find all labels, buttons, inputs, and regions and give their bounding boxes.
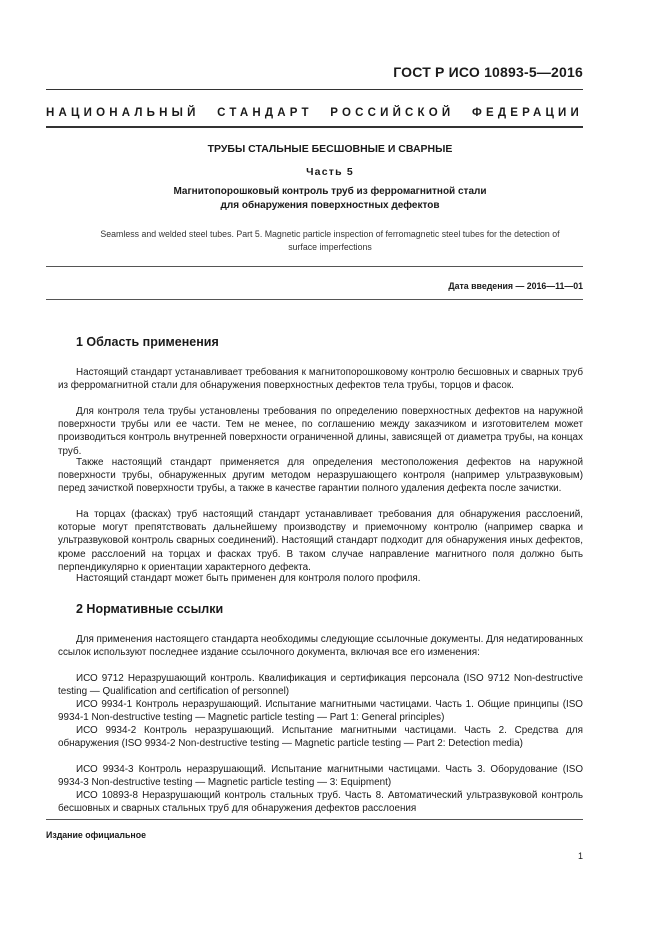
reference-item: ИСО 9934-1 Контроль неразрушающий. Испытание магнитными частицами. Часть 1. Общие принципы (ISO 9934-1 Non-destructive testing — Magnetic particle testing — Part 1: General principles) [58,699,583,724]
title-divider [46,266,583,267]
section-2-heading: 2 Нормативные ссылки [76,602,224,616]
reference-item: ИСО 9934-2 Контроль неразрушающий. Испытание магнитными частицами. Часть 2. Средства для обнаружения (ISO 9934-2 Non-destructive testing — Magnetic particle testing — Part 2: Detection media) [58,725,583,750]
introduction-date: Дата введения — 2016—11—01 [448,281,583,291]
page-number: 1 [577,851,583,861]
reference-item: ИСО 9712 Неразрушающий контроль. Квалификация и сертификация персонала (ISO 9712 Non-destructive testing — Qualification and certification of personnel) [58,673,583,698]
standard-number: ГОСТ Р ИСО 10893-5—2016 [393,64,583,80]
section-1-paragraph: Для контроля тела трубы установлены требования по определению поверхностных дефектов на наружной поверхности трубы или ее части. Тем не менее, по соглашению между заказчиком и изготовителем может производиться контроль внутренней поверхности ограниченной длины, зависящей от диаметра трубы, на концах труб. [58,406,583,457]
banner-rule [46,126,583,128]
official-edition-label: Издание официальное [46,830,146,840]
english-title-line2: surface imperfections [288,242,372,252]
document-subtitle-line1: Магнитопорошковый контроль труб из ферромагнитной стали [173,186,487,197]
section-1-paragraph: Настоящий стандарт может быть применен для контроля полого профиля. [76,573,421,584]
english-title-line1: Seamless and welded steel tubes. Part 5. Magnetic particle inspection of ferromagnetic steel tubes for the detection of [100,229,560,239]
reference-item: ИСО 10893-8 Неразрушающий контроль стальных труб. Часть 8. Автоматический ультразвуковой контроль бесшовных и сварных стальных труб для обнаружения дефектов расслоения [58,790,583,815]
section-1-paragraph: На торцах (фасках) труб настоящий стандарт устанавливает требования для обнаружения расслоений, которые могут препятствовать дальнейшему производству и приемочному контролю (например сварка и ультразвуковой контроль сварных соединений). Настоящий стандарт подходит для обнаружения иных дефектов, кроме расслоений на торцах и фасках труб. В таком случае направление магнитного поля должно быть перпендикулярно к ориентации характерного дефекта. [58,509,583,573]
document-subtitle-line2: для обнаружения поверхностных дефектов [220,200,440,211]
national-standard-banner: НАЦИОНАЛЬНЫЙ СТАНДАРТ РОССИЙСКОЙ ФЕДЕРАЦИИ [46,107,583,119]
document-part: Часть 5 [306,166,354,178]
section-1-paragraph: Также настоящий стандарт применяется для определения местоположения дефектов на наружной поверхности трубы, обнаруженных другим методом неразрушающего контроля (например ультразвуковым) перед зачисткой поверхности трубы, а также в качестве гарантии полного удаления дефекта после зачистки. [58,457,583,495]
reference-item: ИСО 9934-3 Контроль неразрушающий. Испытание магнитными частицами. Часть 3. Оборудование (ISO 9934-3 Non-destructive testing — Magnetic particle testing — 3: Equipment) [58,764,583,789]
footer-divider [46,819,583,820]
section-1-heading: 1 Область применения [76,335,219,349]
header-rule [46,89,583,90]
document-title: ТРУБЫ СТАЛЬНЫЕ БЕСШОВНЫЕ И СВАРНЫЕ [207,143,453,155]
section-1-paragraph: Настоящий стандарт устанавливает требования к магнитопорошковому контролю бесшовных и сварных труб из ферромагнитной стали для обнаружения поверхностных дефектов тела трубы, торцов и фасок. [58,367,583,392]
date-divider [46,299,583,300]
section-2-paragraph: Для применения настоящего стандарта необходимы следующие ссылочные документы. Для недатированных ссылок используют последнее издание ссылочного документа, включая все его изменения: [58,634,583,659]
